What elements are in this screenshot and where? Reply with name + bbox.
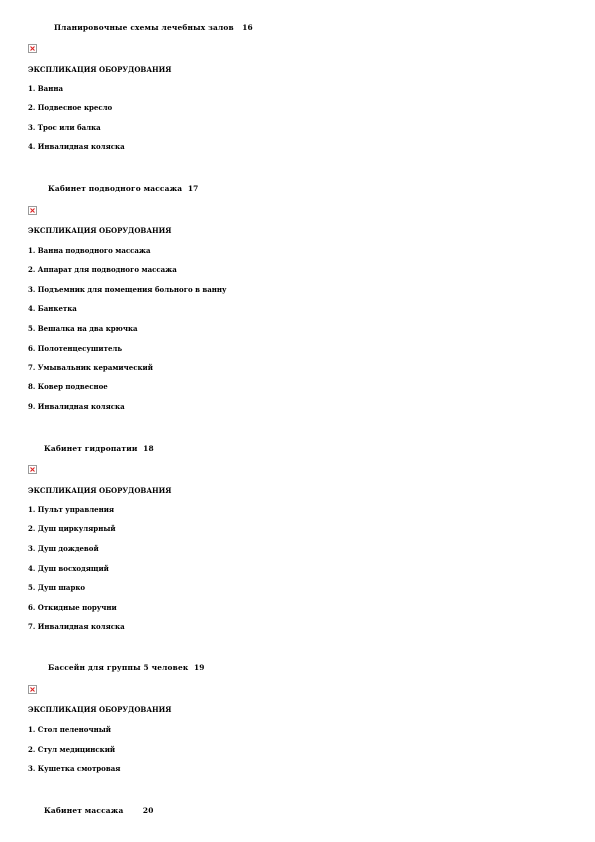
list-item: 2. Стул медицинский (28, 745, 116, 754)
broken-image-icon (28, 206, 37, 215)
list-item: 1. Пульт управления (28, 505, 115, 514)
list-item: 3. Трос или балка (28, 123, 101, 132)
broken-image-icon (28, 685, 37, 694)
section-heading (44, 444, 154, 453)
section-number: 18 (143, 444, 154, 453)
section-number: 17 (187, 184, 199, 193)
broken-image-icon (28, 44, 37, 53)
list-item: 5. Вешалка на два крючка (28, 324, 138, 333)
section-number: 19 (193, 663, 205, 672)
section-heading (48, 663, 205, 672)
section-title: Бассейн для группы 5 человек (48, 663, 189, 672)
explication-heading: ЭКСПЛИКАЦИЯ ОБОРУДОВАНИЯ (28, 226, 172, 235)
list-item: 2. Аппарат для подводного массажа (28, 265, 177, 274)
explication-heading: ЭКСПЛИКАЦИЯ ОБОРУДОВАНИЯ (28, 705, 172, 714)
section-heading (44, 806, 154, 815)
broken-image-icon (28, 465, 37, 474)
list-item: 9. Инвалидная коляска (28, 402, 125, 411)
list-item: 4. Душ восходящий (28, 564, 109, 573)
list-item: 1. Стол пеленочный (28, 725, 111, 734)
explication-heading: ЭКСПЛИКАЦИЯ ОБОРУДОВАНИЯ (28, 65, 172, 74)
section-heading (54, 23, 253, 32)
list-item: 7. Умывальник керамический (28, 363, 153, 372)
list-item: 1. Ванна (28, 84, 63, 93)
list-item: 3. Душ дождевой (28, 544, 99, 553)
section-title: Кабинет массажа (44, 806, 124, 815)
list-item: 2. Подвесное кресло (28, 103, 113, 112)
section-title: Планировочные схемы лечебных залов (54, 23, 234, 32)
list-item: 6. Откидные поручни (28, 603, 117, 612)
list-item: 2. Душ циркулярный (28, 524, 116, 533)
section-number: 16 (242, 23, 253, 32)
list-item: 3. Кушетка смотровая (28, 764, 121, 773)
section-heading (48, 184, 199, 193)
list-item: 8. Ковер подвесное (28, 382, 108, 391)
section-title: Кабинет подводного массажа (48, 184, 183, 193)
list-item: 3. Подъемник для помещения больного в ванну (28, 285, 227, 294)
list-item: 4. Банкетка (28, 304, 77, 313)
list-item: 1. Ванна подводного массажа (28, 246, 151, 255)
section-number: 20 (142, 806, 154, 815)
section-title: Кабинет гидропатии (44, 444, 138, 453)
list-item: 4. Инвалидная коляска (28, 142, 125, 151)
list-item: 7. Инвалидная коляска (28, 622, 125, 631)
list-item: 6. Полотенцесушитель (28, 344, 123, 353)
explication-heading: ЭКСПЛИКАЦИЯ ОБОРУДОВАНИЯ (28, 486, 172, 495)
list-item: 5. Душ шарко (28, 583, 86, 592)
